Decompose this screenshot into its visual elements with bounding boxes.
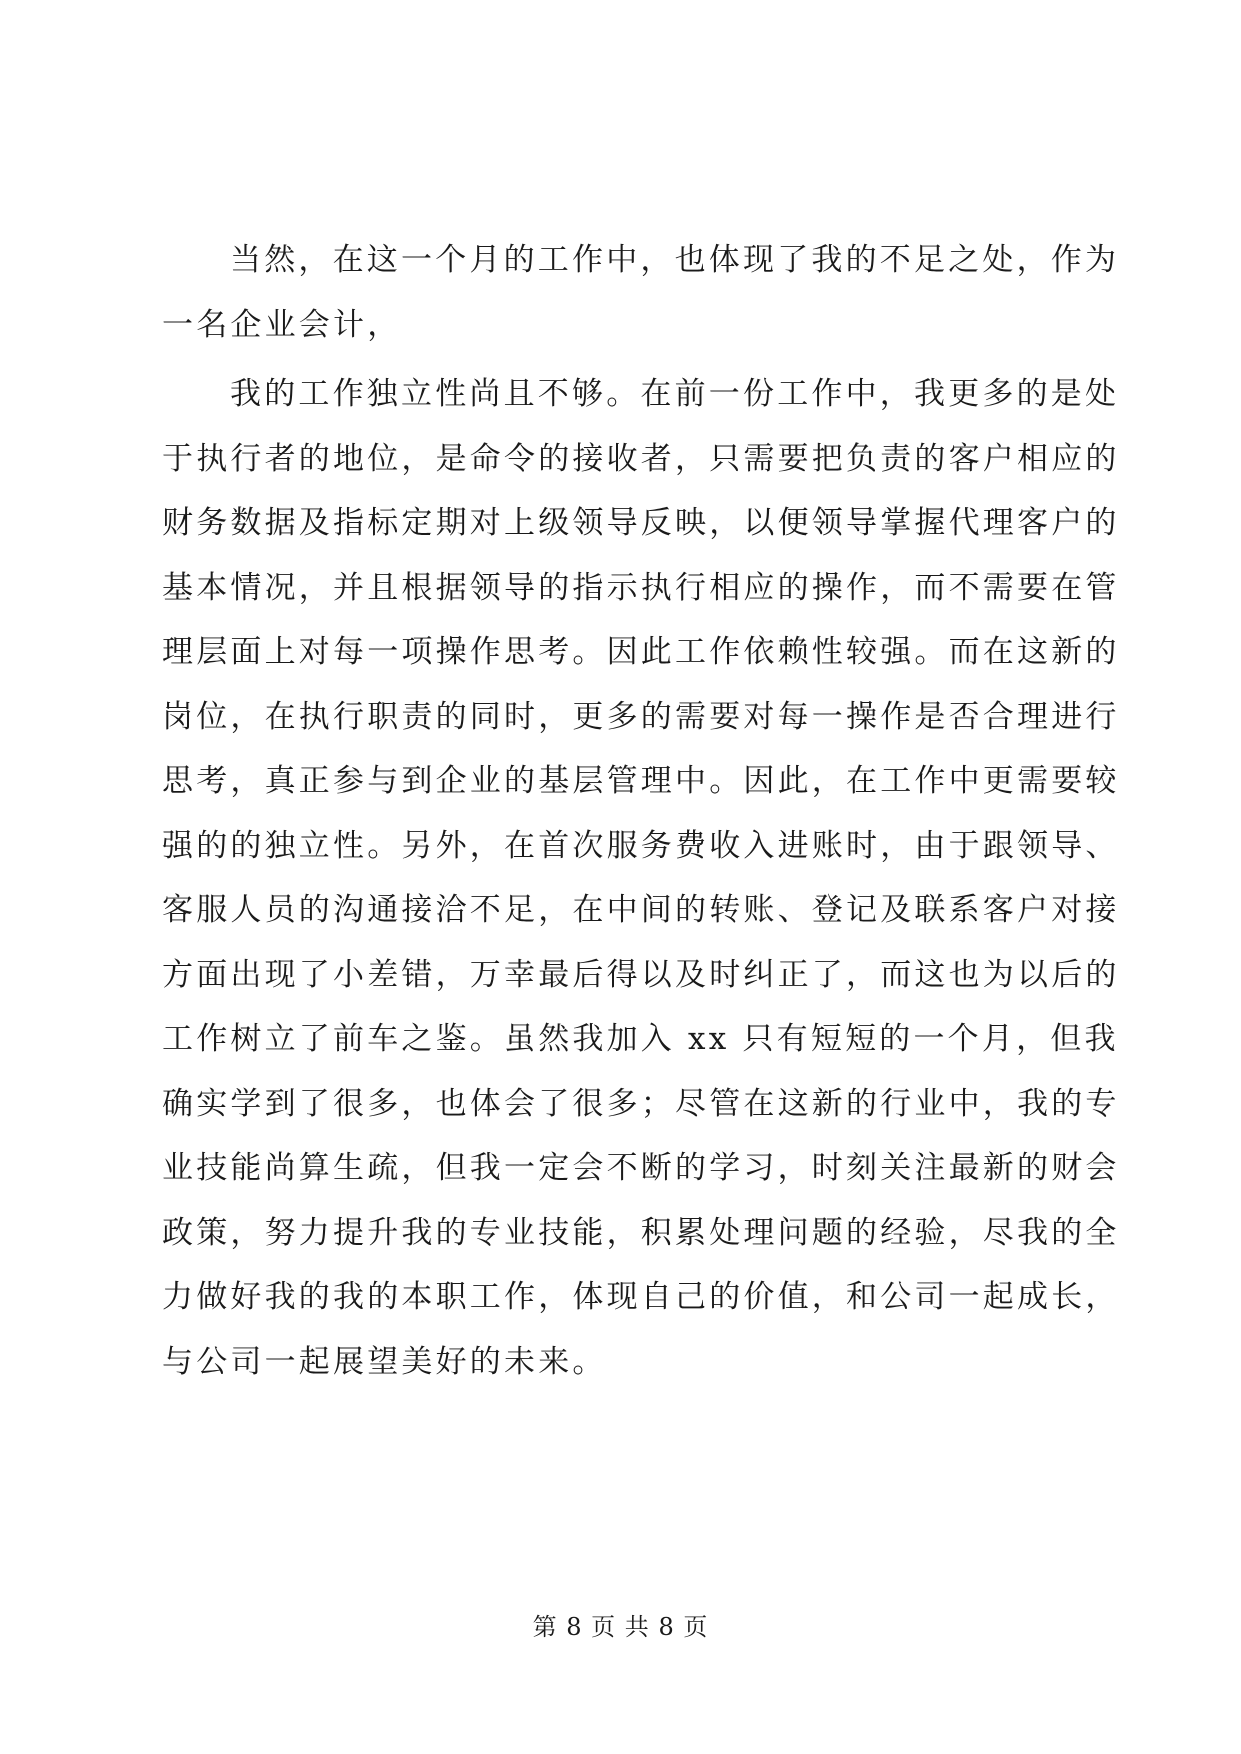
paragraph-2-line-1: 我的工作独立性尚且不够。在前一份工作中，我更多的是处 bbox=[230, 376, 1120, 412]
page-number-footer: 第 8 页 共 8 页 bbox=[532, 1613, 709, 1641]
paragraph-2-line-7: 思考，真正参与到企业的基层管理中。因此，在工作中更需要较 bbox=[162, 763, 1120, 799]
paragraph-2-line-10: 方面出现了小差错，万幸最后得以及时纠正了，而这也为以后的 bbox=[162, 956, 1120, 993]
paragraph-2-line-12: 确实学到了很多，也体会了很多；尽管在这新的行业中，我的专 bbox=[162, 1085, 1120, 1122]
body-text bbox=[162, 228, 1120, 1394]
paragraph-1-line-2: 一名企业会计， bbox=[162, 306, 402, 343]
paragraph-1-line-1: 当然，在这一个月的工作中，也体现了我的不足之处，作为 bbox=[230, 242, 1120, 278]
paragraph-2-line-5: 理层面上对每一项操作思考。因此工作依赖性较强。而在这新的 bbox=[162, 634, 1120, 670]
paragraph-2-line-3: 财务数据及指标定期对上级领导反映，以便领导掌握代理客户的 bbox=[162, 505, 1120, 541]
paragraph-2-line-13: 业技能尚算生疏，但我一定会不断的学习，时刻关注最新的财会 bbox=[162, 1150, 1120, 1186]
paragraph-2-line-14: 政策，努力提升我的专业技能，积累处理问题的经验，尽我的全 bbox=[162, 1214, 1120, 1251]
paragraph-2-line-6: 岗位，在执行职责的同时，更多的需要对每一操作是否合理进行 bbox=[162, 698, 1120, 735]
paragraph-2-line-4: 基本情况，并且根据领导的指示执行相应的操作，而不需要在管 bbox=[162, 569, 1120, 606]
paragraph-2-line-11: 工作树立了前车之鉴。虽然我加入 xx 只有短短的一个月，但我 bbox=[162, 1021, 1119, 1057]
paragraph-2-line-8: 强的的独立性。另外，在首次服务费收入进账时，由于跟领导、 bbox=[162, 827, 1120, 864]
paragraph-2-line-2: 于执行者的地位，是命令的接收者，只需要把负责的客户相应的 bbox=[162, 440, 1120, 477]
paragraph-2-line-15: 力做好我的我的本职工作，体现自己的价值，和公司一起成长， bbox=[162, 1279, 1120, 1315]
paragraph-2-line-16: 与公司一起展望美好的未来。 bbox=[162, 1343, 607, 1380]
paragraph-2-line-9: 客服人员的沟通接洽不足，在中间的转账、登记及联系客户对接 bbox=[162, 892, 1120, 928]
